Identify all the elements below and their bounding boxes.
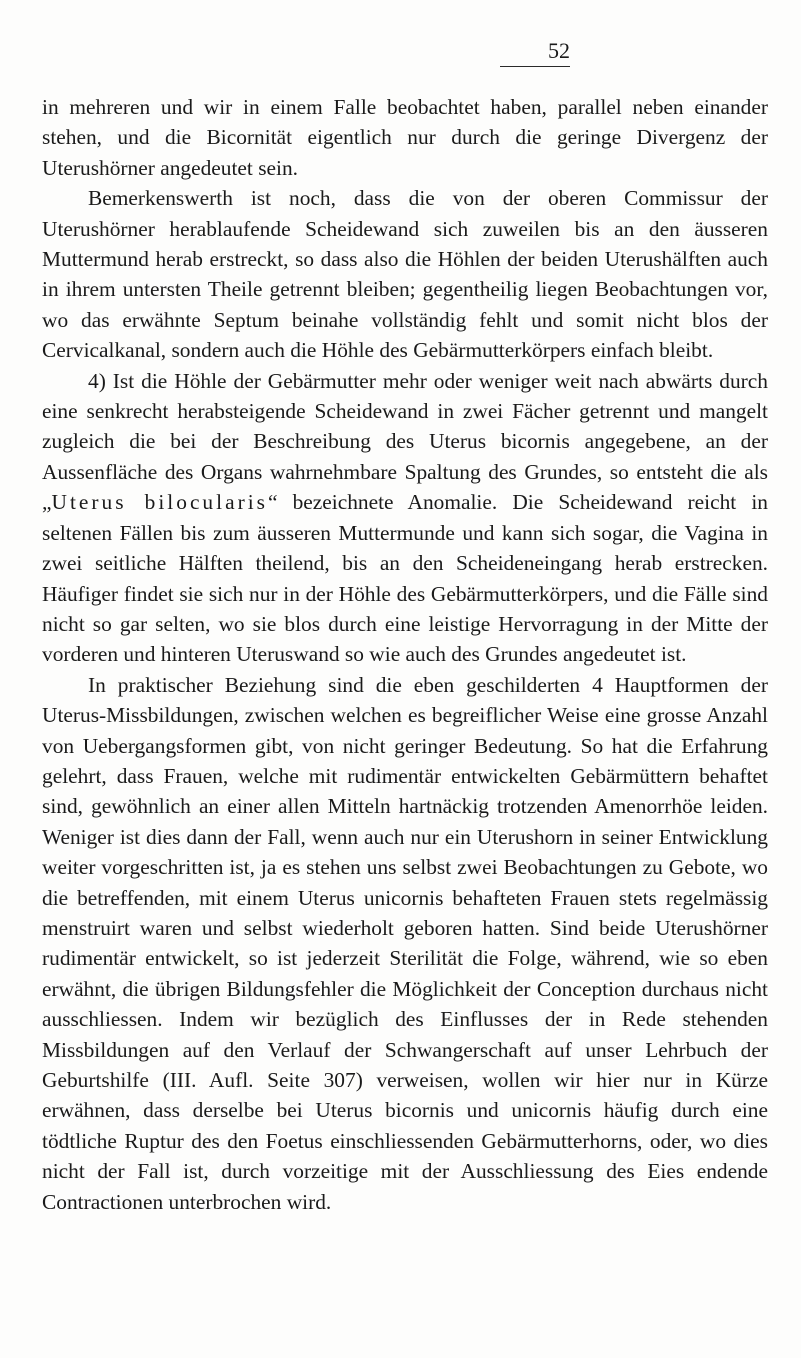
paragraph-1: in mehreren und wir in einem Falle beobachtet haben, parallel neben einander stehen, und die Bicornität eigentlich nur durch die geringe Divergenz der Uterushörner angedeutet sein. (42, 95, 768, 180)
page-number: 52 (500, 38, 570, 67)
paragraph-3-text-before: 4) Ist die Höhle der Gebärmutter mehr oder weniger weit nach abwärts durch eine senkrecht herabsteigende Scheidewand in zwei Fächer getrennt und mangelt zugleich die bei der Beschreibung des Uterus bicornis angegebene, an der Aussenfläche des Organs wahrnehmbare Spaltung des Grundes, so entsteht die als „ (42, 368, 768, 515)
paragraph-3 (42, 366, 768, 670)
paragraph-3-text-after: “ bezeichnete Anomalie. Die Scheidewand reicht in seltenen Fällen bis zum äusseren Muttermunde und kann sich sogar, die Vagina in zwei seitliche Hälften theilend, bis an den Scheideneingang herab erstrecken. Häufiger findet sie sich nur in der Höhle des Gebärmutterkörpers, und die Fälle sind nicht so gar selten, wo sie blos durch eine leistige Hervorragung in der Mitte der vorderen und hinteren Uteruswand so wie auch des Grundes angedeutet ist. (42, 490, 769, 667)
paragraph-4: In praktischer Beziehung sind die eben geschilderten 4 Hauptformen der Uterus-Missbildungen, zwischen welchen es begreiflicher Weise eine grosse Anzahl von Uebergangsformen gibt, von nicht geringer Bedeutung. So hat die Erfahrung gelehrt, dass Frauen, welche mit rudimentär entwickelten Gebärmüttern behaftet sind, gewöhnlich an einer allen Mitteln hartnäckig trotzenden Amenorrhöe leiden. Weniger ist dies dann der Fall, wenn auch nur ein Uterushorn in seiner Entwicklung weiter vorgeschritten ist, ja es stehen uns selbst zwei Beobachtungen zu Gebote, wo die betreffenden, mit einem Uterus unicornis behafteten Frauen stets regelmässig menstruirt waren und selbst wiederholt geboren hatten. Sind beide Uterushörner rudimentär entwickelt, so ist jederzeit Sterilität die Folge, während, wie so eben erwähnt, die übrigen Bildungsfehler die Möglichkeit der Conception durchaus nicht ausschliessen. Indem wir bezüglich des Einflusses der in Rede stehenden Missbildungen auf den Verlauf der Schwangerschaft auf unser Lehrbuch der Geburtshilfe (III. Aufl. Seite 307) verweisen, wollen wir hier nur in Kürze erwähnen, dass derselbe bei Uterus bicornis und unicornis häufig durch eine tödtliche Ruptur des den Foetus einschliessenden Gebärmutterhorns, oder, wo dies nicht der Fall ist, durch vorzeitige mit der Ausschliessung des Eies endende Contractionen unterbrochen wird. (42, 672, 768, 1214)
term-uterus-bilocularis: Uterus bilocularis (51, 490, 268, 515)
paragraph-2: Bemerkenswerth ist noch, dass die von der oberen Commissur der Uterushörner herablaufende Scheidewand sich zuweilen bis an den äusseren Muttermund herab erstreckt, so dass also die Höhlen der beiden Uterushälften auch in ihrem untersten Theile getrennt bleiben; gegentheilig liegen Beobachtungen vor, wo das erwähnte Septum beinahe vollständig fehlt und somit nicht blos der Cervicalkanal, sondern auch die Höhle des Gebärmutterkörpers einfach bleibt. (42, 186, 768, 363)
body-text (42, 92, 768, 1217)
